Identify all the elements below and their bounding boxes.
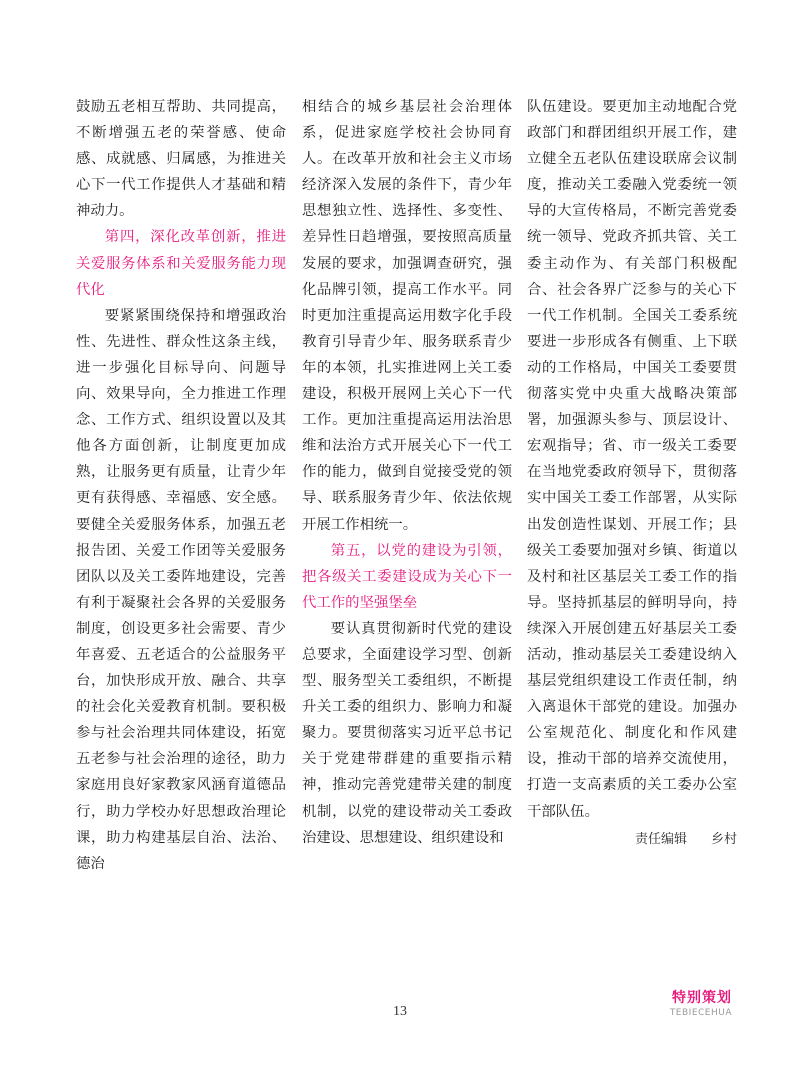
- section-heading-5: 第五，以党的建设为引领，把各级关工委建设成为关心下一代工作的坚强堡垒: [302, 542, 512, 611]
- text-column-1: [76, 94, 286, 877]
- editor-label: 责任编辑: [634, 831, 687, 847]
- text-column-3: [527, 94, 737, 853]
- paragraph-continued: 鼓励五老相互帮助、共同提高，不断增强五老的荣誉感、使命感、成就感、归属感，为推进关心下一代工作提供人才基础和精神动力。: [76, 99, 286, 220]
- editor-name: 乡村: [710, 831, 737, 847]
- text-column-2: [302, 94, 512, 851]
- section-tag: [670, 990, 732, 1019]
- paragraph-continued: 队伍建设。要更加主动地配合党政部门和群团组织开展工作，建立健全五老队伍建设联席会议制度，推动关工委融入党委统一领导的大宣传格局，不断完善党委统一领导、党政齐抓共管、关工委主动作为、有关部门积极配合、社会各界广泛参与的关心下一代工作机制。全国关工委系统要进一步形成各有侧重、上下联动的工作格局，中国关工委要贯彻落实党中央重大战略决策部署，加强源头参与、顶层设计、宏观指导；省、市一级关工委要在当地党委政府领导下，贯彻落实中国关工委工作部署，从实际出发创造性谋划、开展工作；县级关工委要加强对乡镇、街道以及村和社区基层关工委工作的指导。坚持抓基层的鲜明导向，持续深入开展创建五好基层关工委活动，推动基层关工委建设纳入基层党组织建设工作责任制，纳入离退休干部党的建设。加强办公室规范化、制度化和作风建设，推动干部的培养交流使用，打造一支高素质的关工委办公室干部队伍。: [527, 99, 737, 820]
- page-number: 13: [393, 1004, 407, 1019]
- section-title-cn: 特别策划: [672, 990, 732, 1006]
- editor-credit: [527, 827, 737, 853]
- paragraph-continued: 相结合的城乡基层社会治理体系，促进家庭学校社会协同育人。在改革开放和社会主义市场经济深入发展的条件下，青少年思想独立性、选择性、多变性、差异性日趋增强，要按照高质量发展的要求，加强调查研究，强化品牌引领，提高工作水平。同时更加注重提高运用数字化手段教育引导青少年、服务联系青少年的本领，扎实推进网上关工委建设，积极开展网上关心下一代工作。更加注重提高运用法治思维和法治方式开展关心下一代工作的能力，做到自觉接受党的领导、联系服务青少年、依法依规开展工作相统一。: [302, 99, 512, 533]
- section-heading-4: 第四，深化改革创新，推进关爱服务体系和关爱服务能力现代化: [76, 229, 286, 298]
- section-title-en: TEBIECEHUA: [669, 1008, 732, 1018]
- paragraph: 要认真贯彻新时代党的建设总要求，全面建设学习型、创新型、服务型关工委组织，不断提升关工委的组织力、影响力和凝聚力。要贯彻落实习近平总书记关于党建带群建的重要指示精神，推动完善党建带关建的制度机制，以党的建设带动关工委政治建设、思想建设、组织建设和: [302, 620, 512, 846]
- paragraph: 要紧紧围绕保持和增强政治性、先进性、群众性这条主线，进一步强化目标导向、问题导向、效果导向，全力推进工作理念、工作方式、组织设置以及其他各方面创新，让制度更加成熟，让服务更有质量，让青少年更有获得感、幸福感、安全感。要健全关爱服务体系，加强五老报告团、关爱工作团等关爱服务团队以及关工委阵地建设，完善有利于凝聚社会各界的关爱服务制度，创设更多社会需要、青少年喜爱、五老适合的公益服务平台，加快形成开放、融合、共享的社会化关爱教育机制。要积极参与社会治理共同体建设，拓宽五老参与社会治理的途径，助力家庭用良好家教家风涵育道德品行，助力学校办好思想政治理论课，助力构建基层自治、法治、德治: [76, 307, 286, 872]
